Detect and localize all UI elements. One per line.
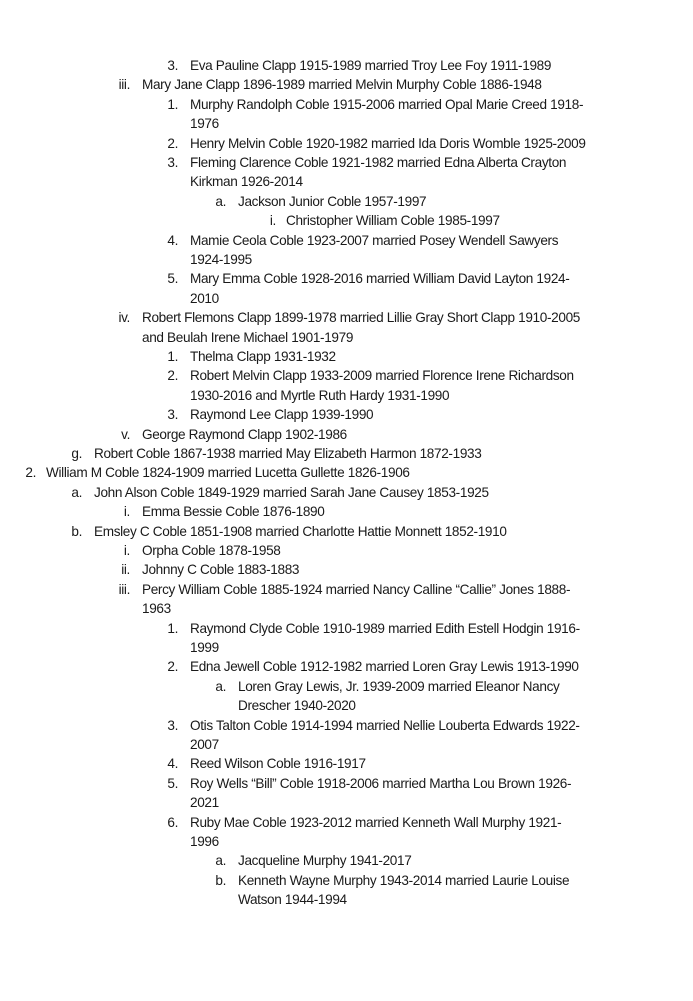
list-item-text: Kenneth Wayne Murphy 1943-2014 married Laurie Louise xyxy=(238,872,570,888)
list-item xyxy=(0,153,693,192)
list-marker: 3. xyxy=(167,155,178,170)
list-item xyxy=(0,75,693,94)
list-item-text: Robert Melvin Clapp 1933-2009 married Florence Irene Richardson xyxy=(190,368,574,384)
list-item-text: Mary Emma Coble 1928-2016 married William David Layton 1924- xyxy=(190,271,570,287)
list-item xyxy=(0,56,693,75)
list-item xyxy=(0,192,693,211)
list-marker: 1. xyxy=(167,96,178,112)
list-item-text: 1999 xyxy=(190,639,219,655)
list-marker: 5. xyxy=(167,271,178,287)
list-item-text: Kirkman 1926-2014 xyxy=(190,174,303,190)
list-item-text: 1924-1995 xyxy=(190,251,252,267)
list-item xyxy=(0,308,693,347)
list-item-text: and Beulah Irene Michael 1901-1979 xyxy=(142,329,354,345)
list-item-text: Loren Gray Lewis, Jr. 1939-2009 married Eleanor Nancy xyxy=(238,678,560,694)
list-marker: 4. xyxy=(167,756,178,772)
list-item-text: Roy Wells “Bill” Coble 1918-2006 married Martha Lou Brown 1926- xyxy=(190,775,572,791)
list-item-text: Thelma Clapp 1931-1932 xyxy=(190,349,336,364)
list-item-text: Johnny C Coble 1883-1883 xyxy=(142,562,300,578)
list-item xyxy=(0,405,693,424)
list-item xyxy=(0,366,693,405)
list-marker: 2. xyxy=(167,135,178,151)
list-item-text: 1976 xyxy=(190,116,219,132)
list-marker: iii. xyxy=(118,77,130,93)
list-marker: 1. xyxy=(167,620,178,636)
list-item xyxy=(0,483,693,502)
list-item-text: Jackson Junior Coble 1957-1997 xyxy=(238,193,427,209)
list-marker: 6. xyxy=(167,814,178,830)
list-marker: 3. xyxy=(167,58,178,73)
list-item xyxy=(0,851,693,870)
list-item-text: George Raymond Clapp 1902-1986 xyxy=(142,426,347,442)
list-marker: 5. xyxy=(167,775,178,791)
list-item xyxy=(0,716,693,755)
list-item xyxy=(0,560,693,579)
list-marker: iii. xyxy=(118,581,130,597)
list-marker: i. xyxy=(123,504,130,520)
list-marker: b. xyxy=(215,872,226,888)
list-marker: a. xyxy=(215,193,226,209)
list-item-text: Emsley C Coble 1851-1908 married Charlotte Hattie Monnett 1852-1910 xyxy=(94,523,507,539)
list-item-text: 1996 xyxy=(190,833,219,849)
list-item-text: Emma Bessie Coble 1876-1890 xyxy=(142,504,325,520)
list-marker: 1. xyxy=(167,349,178,364)
list-marker: 2. xyxy=(167,659,178,675)
list-item-text: Ruby Mae Coble 1923-2012 married Kenneth Wall Murphy 1921- xyxy=(190,814,562,830)
list-item xyxy=(0,95,693,134)
list-item xyxy=(0,522,693,541)
list-marker: 3. xyxy=(167,717,178,733)
list-item-text: 2007 xyxy=(190,736,219,752)
list-item-text: Reed Wilson Coble 1916-1917 xyxy=(190,756,366,772)
list-item-text: Eva Pauline Clapp 1915-1989 married Troy Lee Foy 1911-1989 xyxy=(190,58,552,73)
list-marker: b. xyxy=(71,523,82,539)
list-item-text: Mary Jane Clapp 1896-1989 married Melvin Murphy Coble 1886-1948 xyxy=(142,77,542,93)
list-item xyxy=(0,813,693,852)
list-marker: iv. xyxy=(118,310,130,326)
list-item xyxy=(0,657,693,676)
list-item xyxy=(0,677,693,716)
list-item xyxy=(0,269,693,308)
list-item-text: Watson 1944-1994 xyxy=(238,892,347,908)
list-marker: i. xyxy=(269,213,276,229)
list-item-text: Murphy Randolph Coble 1915-2006 married Opal Marie Creed 1918- xyxy=(190,96,584,112)
list-marker: a. xyxy=(215,853,226,869)
list-item-text: Christopher William Coble 1985-1997 xyxy=(286,213,500,229)
list-item-text: 1963 xyxy=(142,601,171,617)
list-item xyxy=(0,502,693,521)
list-marker: a. xyxy=(71,484,82,500)
list-item-text: Mamie Ceola Coble 1923-2007 married Posey Wendell Sawyers xyxy=(190,232,559,248)
list-item xyxy=(0,211,693,230)
list-item-text: 2010 xyxy=(190,290,219,306)
list-item-text: Otis Talton Coble 1914-1994 married Nellie Louberta Edwards 1922- xyxy=(190,717,580,733)
list-item-text: 2021 xyxy=(190,795,219,811)
list-item-text: Fleming Clarence Coble 1921-1982 married Edna Alberta Crayton xyxy=(190,155,567,170)
list-item xyxy=(0,619,693,658)
list-item-text: Henry Melvin Coble 1920-1982 married Ida Doris Womble 1925-2009 xyxy=(190,135,586,151)
list-marker: v. xyxy=(121,426,130,442)
list-item-text: John Alson Coble 1849-1929 married Sarah Jane Causey 1853-1925 xyxy=(94,484,489,500)
list-item xyxy=(0,541,693,560)
list-item xyxy=(0,463,693,482)
list-item xyxy=(0,347,693,366)
list-item xyxy=(0,134,693,153)
list-marker: 4. xyxy=(167,232,178,248)
list-item-text: Jacqueline Murphy 1941-2017 xyxy=(238,853,412,869)
list-item xyxy=(0,231,693,270)
list-marker: g. xyxy=(71,446,82,461)
list-item-text: William M Coble 1824-1909 married Lucetta Gullette 1826-1906 xyxy=(46,465,410,481)
list-marker: a. xyxy=(215,678,226,694)
list-item-text: Raymond Lee Clapp 1939-1990 xyxy=(190,407,374,423)
list-item-text: Percy William Coble 1885-1924 married Nancy Calline “Callie” Jones 1888- xyxy=(142,581,571,597)
list-marker: ii. xyxy=(121,562,130,578)
list-item xyxy=(0,774,693,813)
list-item xyxy=(0,444,693,463)
list-marker: i. xyxy=(123,543,130,558)
list-marker: 3. xyxy=(167,407,178,423)
list-marker: 2. xyxy=(25,465,36,481)
list-item-text: Orpha Coble 1878-1958 xyxy=(142,543,281,558)
list-item xyxy=(0,754,693,773)
list-item xyxy=(0,580,693,619)
list-item-text: Robert Coble 1867-1938 married May Elizabeth Harmon 1872-1933 xyxy=(94,446,482,461)
list-item-text: Drescher 1940-2020 xyxy=(238,698,356,714)
list-item-text: Raymond Clyde Coble 1910-1989 married Edith Estell Hodgin 1916- xyxy=(190,620,580,636)
list-item-text: Edna Jewell Coble 1912-1982 married Loren Gray Lewis 1913-1990 xyxy=(190,659,579,675)
list-item-text: 1930-2016 and Myrtle Ruth Hardy 1931-1990 xyxy=(190,387,450,403)
list-item xyxy=(0,425,693,444)
list-item-text: Robert Flemons Clapp 1899-1978 married Lillie Gray Short Clapp 1910-2005 xyxy=(142,310,580,326)
list-marker: 2. xyxy=(167,368,178,384)
list-item xyxy=(0,871,693,910)
